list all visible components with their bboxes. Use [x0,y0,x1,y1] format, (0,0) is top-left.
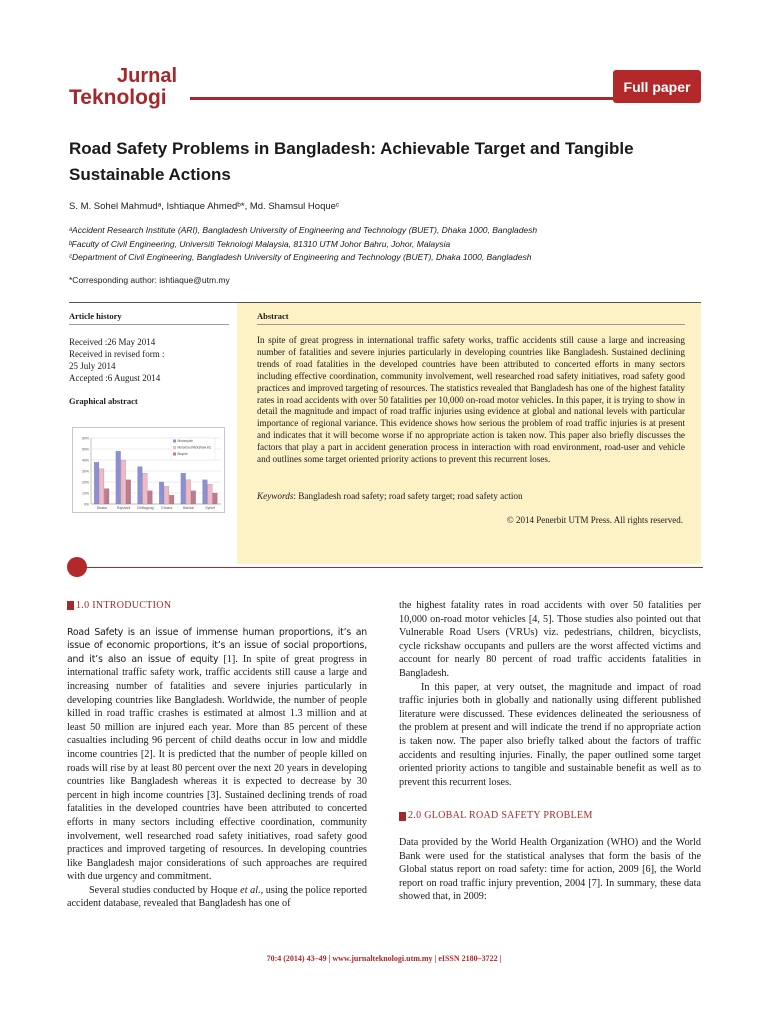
heading-marker [399,812,406,821]
y-tick-label: 40% [81,458,89,463]
affiliation-b: ᵇFaculty of Civil Engineering, Universiti Teknologi Malaysia, 81310 UTM Johor Bahru, Johor, Malaysia [69,238,451,249]
right-paragraph-2: In this paper, at very outset, the magnitude and impact of road traffic injuries both in globally and nationally using different published literature were discussed. These evidences delineated the seriousness of the problem at present and will indicate the trend if no appropriate action is taken now. The paper also briefly talked about the factors of traffic accidents and resulting injuries. Finally, the paper outlined some target oriented priority actions to tangible and sustainable benefit as well as to prevent this recurrent loses. [399,681,701,788]
abstract-text: In spite of great progress in international traffic safety works, traffic accidents still cause a large and increasing number of fatalities and severe injuries particularly in developing countries like Bangladesh. Sustained declining trends of road fatalities in the developed countries have been attributed to concerted efforts in many sectors including effective coordination, community involvement, well researched road safety initiatives, road safety good practices and improved targeting of resources. The statistics revealed that Bangladesh has one of the highest fatality rates in road accidents with over 50 fatalities per 10,000 on-road motor vehicles. In this paper, it is trying to show in detail the magnitude and impact of road traffic injuries using evidence at global and national levels with particular importance of regional variance. This evidence shows how serious the problem of road traffic injuries is at present and indicates that it will become worse if no appropriate action is taken now. This paper also briefly discusses the factors that play a part in accident generation process in interaction with road environment, road-user and vehicle and outlines some target oriented priority actions to prevent this recurrent loses. [257,335,685,465]
bar [181,473,186,504]
y-tick-label: 60% [81,436,89,441]
history-line: Received :26 May 2014 [69,337,156,347]
right-paragraph-3: Data provided by the World Health Organization (WHO) and the World Bank were used for the statistical analyses that form the basis of the Global status report on road safety: time for action, 2009 [6], the World report on road traffic injury prevention, 2004 [7]. In summary, these data showed that, in 2009: [399,836,701,903]
y-tick-label: 0% [83,502,89,507]
bar [126,480,131,504]
y-tick-label: 20% [81,480,89,485]
body-left-column [67,599,367,911]
journal-name-line2: Teknologi [69,86,167,109]
journal-name-line1: Jurnal [117,65,178,87]
graphical-abstract-heading: Graphical abstract [69,396,138,406]
bar [213,493,218,504]
history-line: Accepted :6 August 2014 [69,373,161,383]
keywords-list: : Bangladesh road safety; road safety target; road safety action [293,491,523,501]
header-rule [190,97,618,100]
y-tick-label: 30% [81,469,89,474]
affiliation-a: ᵃAccident Research Institute (ARI), Bangladesh University of Engineering and Technology (BUET), Dhaka 1000, Bangladesh [69,225,538,235]
bar [121,460,126,504]
bar [169,495,174,504]
keywords [257,491,523,501]
legend-swatch [173,440,176,443]
article-history-dates [69,336,164,384]
intro-text: Several studies conducted by Hoque [89,884,241,896]
history-line: 25 July 2014 [69,361,116,371]
heading-text: 1.0 INTRODUCTION [76,600,172,611]
author-list: S. M. Sohel Mahmudᵃ, Ishtiaque Ahmedᵇ*, Md. Shamsul Hoqueᶜ [69,201,340,212]
bar [148,491,153,504]
history-line: Received in revised form : [69,349,165,359]
bar [138,467,143,504]
bar [164,486,169,504]
affiliation-c: ᶜDepartment of Civil Engineering, Bangladesh University of Engineering and Technology (BUET), Dhaka 1000, Bangladesh [69,252,532,262]
corresponding-author: *Corresponding author: ishtiaque@utm.my [69,275,230,285]
abstract-panel [237,302,701,564]
separator-rule [82,567,703,568]
x-tick-label: Barisal [183,506,194,510]
right-paragraph-1: the highest fatality rates in road accidents with over 50 fatalities per 10,000 on-road motor vehicles [4, 5]. Those studies also pointed out that Vulnerable Road Users (VRUs) viz. pedestrians, children, bicyclists, cycle rickshaw occupants and pullers are the worst affected victims and account for nearly 80 percent of road traffic accidents fatalities in Bangladesh. [399,600,701,679]
x-tick-label: Sylhet [205,506,216,510]
bar [159,482,164,504]
body-right-column [399,599,701,904]
intro-text: [1]. In spite of great progress in international traffic safety work, traffic accidents still cause a large and increasing number of fatalities and severe injuries particularly in developing countries like Bangladesh. Worldwide, the number of people killed in road traffic crashes is estimated at almost 1.3 million and at least 50 million are injured each year. More than 85 percent of these casualties including 96 percent of child deaths occur in low and middle income countries [2]. It is predicted that the number of people killed on roads will rise by at least 80 percent over the next 20 years in developing countries like Bangladesh whereas it is expected to decrease by 30 percent in high income countries [3]. Sustained declining trends of road fatalities in the developed countries have been attributed to concerted efforts in many sectors including effective coordination, community involvement, well researched road safety initiatives, road safety good practices and improved targeting of resources. In developing countries like Bangladesh major considerations of such approaches are required with due urgency and commitment. [67,653,367,883]
intro-paragraph-1 [67,626,367,884]
bar [116,451,121,504]
bar [104,489,109,504]
keywords-label: Keywords [257,491,294,501]
bar [94,462,99,504]
legend-label: Motorcycle [177,439,193,443]
x-tick-label: Khulna [161,506,173,510]
bar [208,484,213,504]
intro-paragraph-2 [67,884,367,911]
bar [143,473,148,504]
article-history-heading: Article history [69,311,122,321]
intro-text: , using the police reported accident database, revealed that Bangladesh has one of [67,884,368,910]
column-gap [399,789,701,809]
abstract-heading: Abstract [257,311,289,321]
bar [191,491,196,504]
paper-title: Road Safety Problems in Bangladesh: Achievable Target and Tangible Sustainable Actions [69,139,634,184]
legend-swatch [173,446,176,449]
full-paper-badge: Full paper [613,70,701,103]
heading-text: 2.0 GLOBAL ROAD SAFETY PROBLEM [408,810,593,822]
section-heading-introduction [67,599,367,613]
legend-label: Bicycle [177,452,188,456]
affiliations [69,224,537,265]
legend-label: Motorized Rickshaw etc [177,445,212,450]
journal-logo [69,66,177,108]
section-heading-global [399,809,701,823]
bar [99,469,104,504]
y-tick-label: 10% [81,491,89,496]
article-history-rule [69,324,229,325]
intro-quote: Road Safety is an issue of immense human proportions, it’s an issue of economic proportions, it’s an issue of social proportions, and it’s also an issue of equity [67,626,367,665]
x-tick-label: Rajshahi [116,506,131,510]
page-footer: 70:4 (2014) 43–49 | www.jurnalteknologi.utm.my | eISSN 2180–3722 | [266,954,502,963]
legend-swatch [173,453,176,456]
abstract-rule [257,324,685,325]
bar [186,480,191,504]
copyright-notice: © 2014 Penerbit UTM Press. All rights reserved. [506,515,683,525]
et-al: et al. [240,884,261,896]
graphical-abstract-chart [72,427,225,513]
y-tick-label: 50% [81,447,89,452]
x-tick-label: Dhaka [96,506,107,510]
bar [203,480,208,504]
bar-chart-svg [73,428,226,514]
x-tick-label: Chittagong [136,506,154,510]
heading-marker [67,601,74,610]
